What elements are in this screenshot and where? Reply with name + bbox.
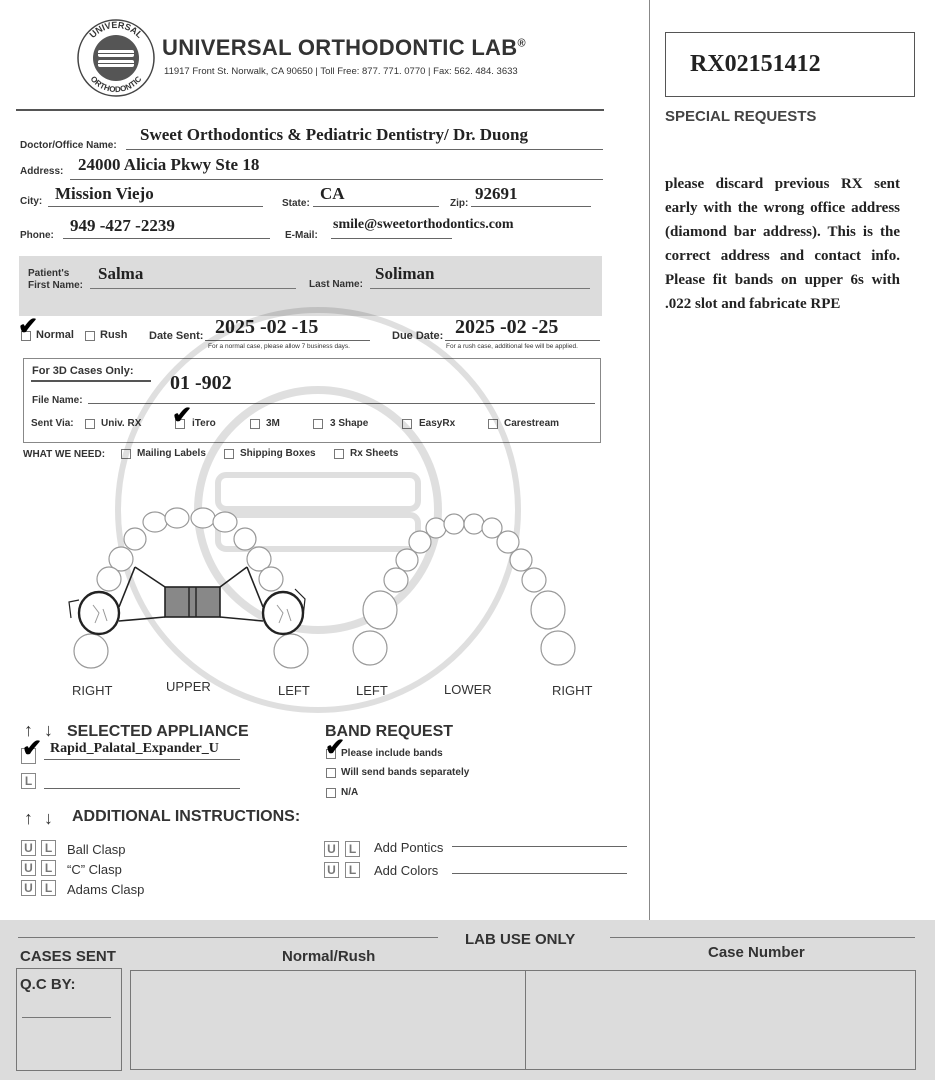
qc-by-label: Q.C BY:	[20, 976, 76, 993]
down-arrow-icon-2: ↓	[44, 808, 53, 828]
column-divider	[649, 0, 650, 920]
sent-via-carestream-label: Carestream	[504, 418, 560, 429]
band-request-heading: BAND REQUEST	[325, 723, 454, 740]
add-colors-l-box[interactable]: L	[345, 862, 360, 878]
normal-check-mark: ✔	[18, 313, 39, 340]
doctor-label: Doctor/Office Name:	[20, 140, 117, 151]
sent-via-univ-rx-label: Univ. RX	[101, 418, 142, 429]
sent-via-3m-checkbox[interactable]	[250, 419, 260, 429]
date-sent-value[interactable]: 2025 -02 -15	[215, 316, 319, 338]
zip-label: Zip:	[450, 198, 469, 209]
special-requests-heading: SPECIAL REQUESTS	[665, 108, 817, 125]
patient-first-label-line1: Patient's	[28, 268, 70, 279]
file-name-label: File Name:	[32, 395, 83, 406]
city-line	[48, 206, 263, 207]
lower-arch-diagram[interactable]	[350, 512, 580, 672]
patient-last-label: Last Name:	[309, 279, 363, 290]
c-clasp-l-box[interactable]: L	[41, 860, 56, 876]
sent-via-univ-rx-checkbox[interactable]	[85, 419, 95, 429]
c-clasp-u-box[interactable]: U	[21, 860, 36, 876]
email-value[interactable]: smile@sweetorthodontics.com	[333, 217, 514, 232]
sent-via-3m-label: 3M	[266, 418, 280, 429]
rx-sheets-checkbox[interactable]	[334, 449, 344, 459]
c-clasp-label: “C” Clasp	[67, 862, 122, 877]
normal-rush-label: Normal/Rush	[282, 948, 376, 965]
address-line	[70, 179, 603, 180]
mailing-labels-label: Mailing Labels	[137, 448, 206, 459]
lab-address-line: 11917 Front St. Norwalk, CA 90650 | Toll Free: 877. 771. 0770 | Fax: 562. 484. 3633	[164, 66, 518, 77]
upper-left-label: LEFT	[278, 683, 310, 698]
sent-via-itero-check-mark: ✔	[172, 402, 193, 429]
lab-use-title: LAB USE ONLY	[465, 931, 576, 948]
mailing-labels-checkbox[interactable]	[121, 449, 131, 459]
cases-3d-heading-underline	[31, 380, 151, 382]
add-pontics-u-box[interactable]: U	[324, 841, 339, 857]
sent-via-3shape-checkbox[interactable]	[313, 419, 323, 429]
upper-arch-diagram[interactable]	[65, 505, 315, 675]
rx-number: RX02151412	[690, 51, 821, 77]
rx-number-box	[665, 32, 915, 97]
down-arrow-icon: ↓	[44, 720, 53, 740]
lab-seal-logo	[76, 16, 156, 100]
selected-appliance-heading: SELECTED APPLIANCE	[67, 723, 249, 740]
case-number-label: Case Number	[708, 944, 805, 961]
up-arrow-icon-2: ↑	[24, 808, 33, 828]
state-value[interactable]: CA	[320, 184, 345, 203]
lower-right-label: RIGHT	[552, 683, 593, 698]
sent-via-easyrx-checkbox[interactable]	[402, 419, 412, 429]
na-label: N/A	[341, 787, 359, 798]
address-value[interactable]: 24000 Alicia Pkwy Ste 18	[78, 155, 260, 174]
city-label: City:	[20, 196, 43, 207]
appliance-line	[44, 759, 240, 760]
svg-text:ORTHODONTIC: ORTHODONTIC	[88, 74, 144, 95]
sent-via-easyrx-label: EasyRx	[419, 418, 456, 429]
up-arrow-icon: ↑	[24, 720, 33, 740]
doctor-line	[126, 149, 603, 150]
rx-sheets-label: Rx Sheets	[350, 448, 399, 459]
patient-first-label-line2: First Name:	[28, 280, 84, 291]
adams-clasp-label: Adams Clasp	[67, 882, 145, 897]
due-date-line	[445, 340, 600, 341]
appliance-value[interactable]: Rapid_Palatal_Expander_U	[50, 741, 219, 756]
add-pontics-label: Add Pontics	[374, 840, 444, 855]
rush-checkbox[interactable]	[85, 331, 95, 341]
city-value[interactable]: Mission Viejo	[55, 184, 154, 203]
address-label: Address:	[20, 166, 64, 177]
rush-label: Rush	[100, 329, 128, 341]
special-requests-text: please discard previous RX sent early with the wrong office address (diamond bar address). This is the correct address and contact info. Please fit bands on upper 6s with .022 slot and fabricate RPE	[665, 176, 900, 312]
doctor-value[interactable]: Sweet Orthodontics & Pediatric Dentistry/ Dr. Duong	[140, 125, 528, 144]
qc-signature-line	[22, 1017, 111, 1018]
cases-3d-heading: For 3D Cases Only:	[32, 365, 134, 377]
appliance-line-2	[44, 788, 240, 789]
lab-name: UNIVERSAL ORTHODONTIC LAB®	[162, 35, 526, 60]
cases-sent-label: CASES SENT	[20, 948, 116, 965]
adams-clasp-l-box[interactable]: L	[41, 880, 56, 896]
lab-use-rule-left	[18, 937, 438, 938]
date-sent-note: For a normal case, please allow 7 business days.	[208, 343, 350, 350]
include-bands-label: Please include bands	[341, 748, 443, 759]
lower-left-label: LEFT	[356, 683, 388, 698]
header-divider	[16, 109, 604, 111]
lower-label: LOWER	[444, 682, 492, 697]
patient-first-line	[90, 288, 296, 289]
appliance-check-mark: ✔	[22, 735, 43, 762]
date-sent-line	[205, 340, 370, 341]
file-name-line	[88, 403, 595, 404]
add-pontics-l-box[interactable]: L	[345, 841, 360, 857]
lab-use-rule-right	[610, 937, 915, 938]
due-date-label: Due Date:	[392, 330, 444, 342]
upper-right-label: RIGHT	[72, 683, 113, 698]
add-colors-line	[452, 873, 627, 874]
due-date-note: For a rush case, additional fee will be applied.	[446, 343, 578, 350]
na-checkbox[interactable]	[326, 788, 336, 798]
due-date-value[interactable]: 2025 -02 -25	[455, 316, 559, 338]
svg-text:UNIVERSAL: UNIVERSAL	[87, 19, 145, 40]
email-line	[331, 238, 452, 239]
sent-via-itero-label: iTero	[192, 418, 216, 429]
date-sent-label: Date Sent:	[149, 330, 204, 342]
phone-label: Phone:	[20, 230, 54, 241]
normal-label: Normal	[36, 329, 74, 341]
adams-clasp-u-box[interactable]: U	[21, 880, 36, 896]
phone-value[interactable]: 949 -427 -2239	[70, 216, 175, 235]
patient-first-label	[28, 268, 83, 292]
shipping-boxes-checkbox[interactable]	[224, 449, 234, 459]
email-label: E-Mail:	[285, 230, 318, 241]
phone-line	[63, 238, 270, 239]
upper-label: UPPER	[166, 679, 211, 694]
case-number-field[interactable]	[525, 970, 916, 1070]
zip-value[interactable]: 92691	[475, 184, 518, 203]
what-we-need-label: WHAT WE NEED:	[23, 449, 106, 460]
ball-clasp-l-box[interactable]: L	[41, 840, 56, 856]
patient-last-line	[370, 288, 590, 289]
sent-via-label: Sent Via:	[31, 418, 74, 429]
sent-via-3shape-label: 3 Shape	[330, 418, 369, 429]
appliance-l-box[interactable]: L	[21, 773, 36, 789]
zip-line	[471, 206, 591, 207]
shipping-boxes-label: Shipping Boxes	[240, 448, 316, 459]
send-bands-checkbox[interactable]	[326, 768, 336, 778]
state-label: State:	[282, 198, 310, 209]
state-line	[313, 206, 439, 207]
ball-clasp-u-box[interactable]: U	[21, 840, 36, 856]
send-bands-label: Will send bands separately	[341, 767, 470, 778]
include-bands-check-mark: ✔	[325, 734, 346, 761]
sent-via-carestream-checkbox[interactable]	[488, 419, 498, 429]
patient-last-value[interactable]: Soliman	[375, 264, 435, 283]
ball-clasp-label: Ball Clasp	[67, 842, 126, 857]
add-colors-u-box[interactable]: U	[324, 862, 339, 878]
additional-heading: ADDITIONAL INSTRUCTIONS:	[72, 808, 301, 825]
file-name-value[interactable]: 01 -902	[170, 372, 232, 394]
add-pontics-line	[452, 846, 627, 847]
normal-rush-field[interactable]	[130, 970, 526, 1070]
patient-first-value[interactable]: Salma	[98, 264, 144, 283]
add-colors-label: Add Colors	[374, 863, 439, 878]
